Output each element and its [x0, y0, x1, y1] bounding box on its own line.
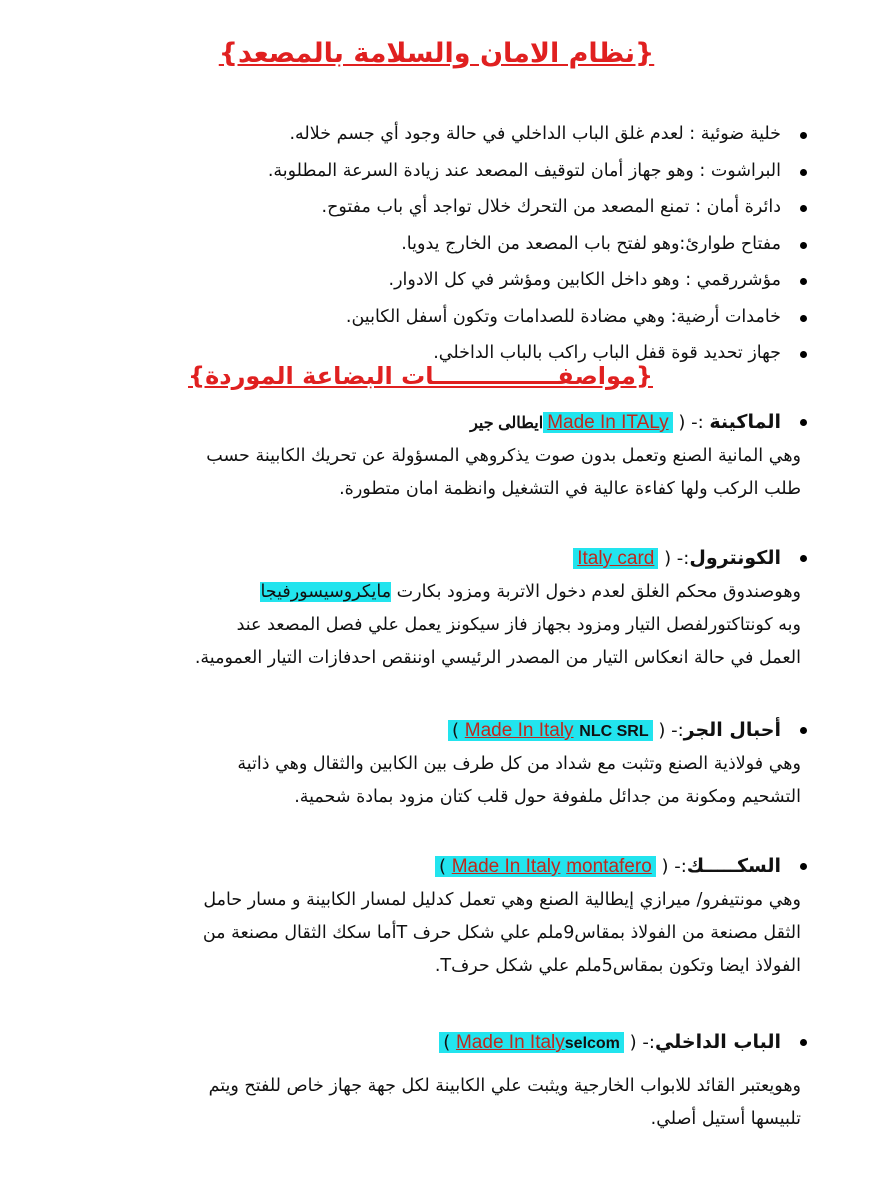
spec-separator: :- (: [655, 856, 687, 877]
highlighted-word: مايكروسيسورفيجا: [260, 582, 392, 602]
spec-name: أحبال الجر: [683, 719, 781, 741]
spec-rails: [25, 848, 815, 983]
brand-name: ايطالى جير: [470, 415, 544, 432]
made-in-link[interactable]: Made In ITALy: [547, 412, 669, 433]
highlight-box: NLC SRL Made In Italy ): [448, 720, 653, 741]
safety-list: [35, 118, 815, 374]
list-item: مؤشررقمي : وهو داخل الكابين ومؤشر في كل الادوار.: [35, 264, 815, 301]
description-line: الثقل مصنعة من الفولاذ بمقاس9ملم علي شكل حرف Tأما سكك الثقال مصنعة من: [202, 923, 801, 943]
spec-name: الماكينة: [709, 411, 781, 433]
spec-name: السكـــــك: [686, 855, 781, 877]
spec-name: الكونترول: [689, 547, 781, 569]
highlight-box: selcomMade In Italy ): [439, 1032, 624, 1053]
spec-heading: [25, 540, 815, 576]
bullet-icon: [800, 278, 807, 285]
description-line: وهي فولاذية الصنع وتثبت مع شداد من كل طرف بين الكابين والثقال وهي ذاتية: [237, 754, 801, 774]
spec-machine: [25, 404, 815, 506]
bullet-icon: [800, 169, 807, 176]
list-item: خامدات أرضية: وهي مضادة للصدامات وتكون أسفل الكابين.: [35, 301, 815, 338]
spec-ropes: [25, 712, 815, 814]
bullet-icon: [800, 863, 807, 870]
spec-name: الباب الداخلي: [654, 1031, 781, 1053]
description-line: التشحيم ومكونة من جدائل ملفوفة حول قلب كتان مزود بمادة شحمية.: [294, 787, 801, 807]
spec-controller: [25, 540, 815, 675]
highlight-box: [573, 548, 658, 569]
description-line: وهوصندوق محكم الغلق لعدم دخول الاتربة ومزود بكارت مايكروسيسورفيجا: [260, 582, 801, 602]
spec-inner-door: [25, 1024, 815, 1136]
bullet-icon: [800, 242, 807, 249]
highlight-box: montafero Made In Italy ): [435, 856, 656, 877]
spec-description: [25, 884, 815, 983]
brand-name: montafero: [566, 856, 652, 877]
spec-separator: :- (: [623, 1032, 655, 1053]
list-item: خلية ضوئية : لعدم غلق الباب الداخلي في حالة وجود أي جسم خلاله.: [35, 118, 815, 155]
description-line: وهي المانية الصنع وتعمل بدون صوت يذكروهي المسؤولة عن تحريك الكابينة حسب: [206, 446, 801, 466]
page-title: {نظام الامان والسلامة بالمصعد}: [218, 38, 655, 69]
brand-name: NLC SRL: [579, 723, 649, 740]
list-item: مفتاح طوارئ:وهو لفتح باب المصعد من الخارج يدويا.: [35, 228, 815, 265]
brand-name: selcom: [564, 1035, 620, 1052]
list-item: جهاز تحديد قوة قفل الباب راكب بالباب الداخلي.: [35, 337, 815, 374]
spec-separator: :- (: [672, 412, 710, 433]
bullet-icon: [800, 351, 807, 358]
bullet-icon: [800, 727, 807, 734]
spec-heading: [25, 712, 815, 748]
spec-separator: :- (: [658, 548, 690, 569]
description-line: وبه كونتاكتورلفصل التيار ومزود بجهاز فاز سيكونز يعمل علي فصل المصعد عند: [236, 615, 801, 635]
made-in-link[interactable]: Made In Italy: [455, 1032, 565, 1053]
specs-title: {مواصفـــــــــــــــات البضاعة الموردة}: [188, 362, 653, 390]
bullet-icon: [800, 1039, 807, 1046]
spec-description: [25, 1060, 815, 1136]
description-line: وهويعتبر القائد للابواب الخارجية ويثبت علي الكابينة لكل جهة جهاز خاص للفتح ويتم: [208, 1076, 801, 1096]
highlight-box: [543, 412, 672, 433]
bullet-icon: [800, 315, 807, 322]
bullet-icon: [800, 555, 807, 562]
spec-heading: [25, 848, 815, 884]
description-line: العمل في حالة انعكاس التيار من المصدر الرئيسي اوننقص احدفازات التيار العمومية.: [194, 648, 801, 668]
spec-description: [25, 440, 815, 506]
made-in-link[interactable]: Made In Italy: [451, 856, 561, 877]
description-line: تلبيسها أستيل أصلي.: [650, 1109, 801, 1129]
list-item: البراشوت : وهو جهاز أمان لتوقيف المصعد عند زيادة السرعة المطلوبة.: [35, 155, 815, 192]
bullet-icon: [800, 205, 807, 212]
bullet-icon: [800, 419, 807, 426]
spec-description: [25, 576, 815, 675]
bullet-icon: [800, 132, 807, 139]
spec-separator: :- (: [652, 720, 684, 741]
spec-description: [25, 748, 815, 814]
description-line: وهي مونتيفرو/ ميرازي إيطالية الصنع وهي تعمل كدليل لمسار الكابينة و مسار حامل: [203, 890, 801, 910]
spec-heading: [25, 1024, 815, 1060]
made-in-link[interactable]: Italy card: [577, 548, 655, 569]
list-item: دائرة أمان : تمنع المصعد من التحرك خلال تواجد أي باب مفتوح.: [35, 191, 815, 228]
description-line: طلب الركب ولها كفاءة عالية في التشغيل وانظمة امان متطورة.: [339, 479, 801, 499]
description-line: الفولاذ ايضا وتكون بمقاس5ملم علي شكل حرفT.: [434, 956, 801, 976]
spec-heading: [25, 404, 815, 440]
made-in-link[interactable]: Made In Italy: [464, 720, 574, 741]
